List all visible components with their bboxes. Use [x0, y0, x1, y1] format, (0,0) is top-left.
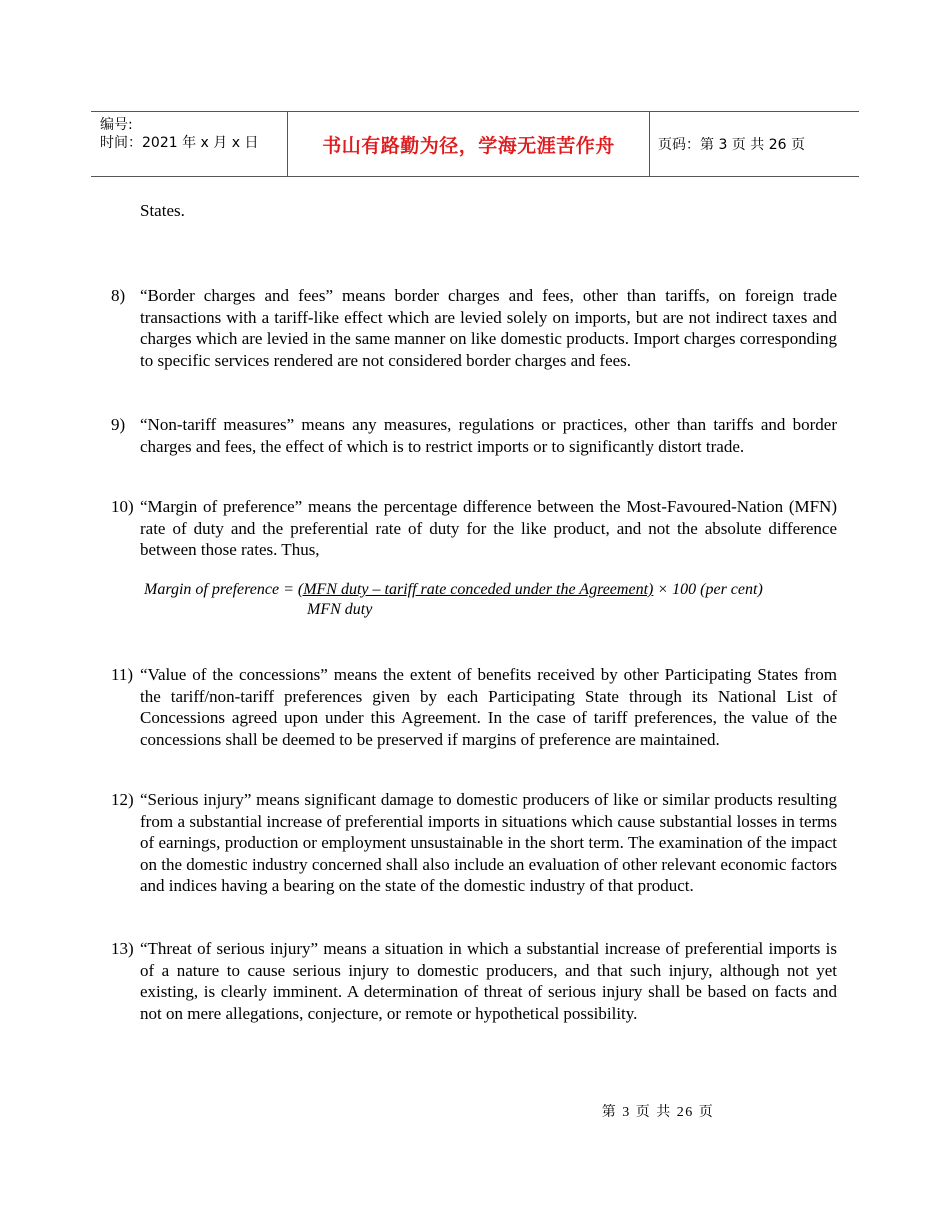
- item-number: 10): [111, 497, 134, 516]
- definition-item-9: [111, 414, 837, 457]
- header-motto-cell: [287, 112, 650, 176]
- item-text: “Serious injury” means significant damage to domestic producers of like or similar products resulting from a substantial increase of preferential imports in situations which cause substantial losses in terms of earnings, production or employment unsustainable in the short term. The examination of the impact on the domestic industry concerned shall also include an evaluation of other relevant economic factors and indices having a bearing on the state of the domestic industry of that product.: [140, 790, 837, 895]
- page-footer: 第 3 页 共 26 页: [601, 1105, 715, 1120]
- serial-label: 编号:: [100, 117, 133, 133]
- header-info-cell: [91, 112, 287, 176]
- motto-text: 书山有路勤为径，学海无涯苦作舟: [322, 134, 615, 157]
- item-text: “Threat of serious injury” means a situation in which a substantial increase of preferential imports is of a nature to cause serious injury to domestic producers, and that such injury, although not yet existing, is clearly imminent. A determination of threat of serious injury shall be based on facts and not on mere allegations, conjecture, or remote or hypothetical possibility.: [140, 939, 837, 1023]
- item-number: 12): [111, 790, 134, 809]
- item-number: 8): [111, 286, 126, 305]
- item-number: 13): [111, 939, 134, 958]
- formula-lhs: Margin of preference =: [144, 581, 298, 598]
- margin-formula: [144, 580, 837, 620]
- formula-numerator: (MFN duty – tariff rate conceded under the Agreement): [297, 581, 654, 598]
- item-number: 11): [111, 665, 134, 684]
- header-page-label: 页码：第 3 页 共 26 页: [658, 137, 805, 153]
- header-page-cell: [650, 112, 859, 176]
- item-text: “Border charges and fees” means border charges and fees, other than tariffs, on foreign trade transactions with a tariff-like effect which are levied solely on imports, but are not indirect taxes and charges which are levied in the same manner on like domestic products. Import charges corresponding to specific services rendered are not considered border charges and fees.: [140, 286, 837, 370]
- page-header: [91, 111, 859, 177]
- time-label: 时间：2021 年 x 月 x 日: [100, 135, 259, 151]
- definition-item-10: [111, 496, 837, 561]
- formula-denominator: MFN duty: [307, 601, 373, 618]
- formula-multiplier: × 100 (per cent): [653, 581, 763, 598]
- item-text: “Margin of preference” means the percentage difference between the Most-Favoured-Nation (MFN) rate of duty and the preferential rate of duty for the like product, and not the absolute difference between those rates. Thus,: [140, 497, 837, 559]
- definition-item-8: [111, 285, 837, 371]
- definition-item-12: [111, 789, 837, 897]
- item-text: “Value of the concessions” means the extent of benefits received by other Participating States from the tariff/non-tariff preferences given by each Participating State through its National List of Concessions agreed upon under this Agreement. In the case of tariff preferences, the value of the concessions shall be deemed to be preserved if margins of preference are maintained.: [140, 665, 837, 749]
- definition-item-13: [111, 938, 837, 1024]
- continuation-text: States.: [140, 201, 185, 220]
- item-text: “Non-tariff measures” means any measures, regulations or practices, other than tariffs and border charges and fees, the effect of which is to restrict imports or to significantly distort trade.: [140, 415, 837, 456]
- item-number: 9): [111, 415, 126, 434]
- definition-item-11: [111, 664, 837, 750]
